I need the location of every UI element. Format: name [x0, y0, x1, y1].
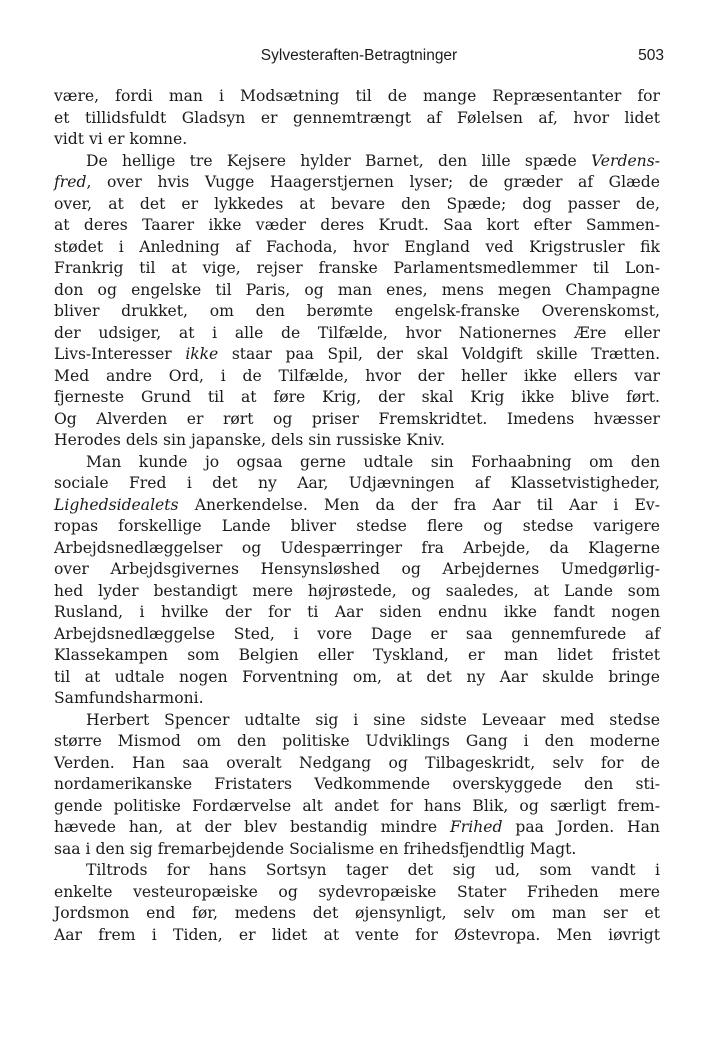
text-line [54, 409, 660, 431]
text-line [54, 323, 660, 345]
text-line [54, 774, 660, 796]
text-segment: Frankrig til at vige, rejser franske Parlamentsmedlemmer til Lon- [54, 259, 660, 277]
page-number: 503 [638, 47, 664, 64]
running-header [54, 47, 664, 73]
text-line [54, 473, 660, 495]
text-line [54, 624, 660, 646]
text-segment: større Mismod om den politiske Udviklings Gang i den moderne [54, 732, 660, 750]
text-line [54, 430, 660, 452]
running-title: Sylvesteraften-Betragtninger [260, 47, 458, 64]
text-segment: Samfundsharmoni. [54, 689, 204, 707]
text-segment: hævede han, at der blev bestandig mindre [54, 818, 450, 836]
text-line [54, 602, 660, 624]
text-line [54, 280, 660, 302]
text-line [54, 108, 660, 130]
text-segment: et tillidsfuldt Gladsyn er gennemtrængt af Følelsen af, hvor lidet [54, 108, 660, 127]
text-line [54, 581, 660, 603]
text-line [54, 903, 660, 925]
text-segment: Livs-Interesser [54, 345, 186, 363]
text-segment: at deres Taarer ikke væder deres Krudt. Saa kort efter Sammen- [54, 216, 660, 234]
text-segment: Med andre Ord, i de Tilfælde, hvor der heller ikke ellers var [54, 366, 660, 385]
text-segment: Aar frem i Tiden, er lidet at vente for Østevropa. Men iøvrigt [54, 925, 660, 944]
text-segment: De hellige tre Kejsere hylder Barnet, den lille spæde [86, 151, 591, 170]
text-line [54, 925, 660, 947]
text-segment: paa Jorden. Han [502, 818, 660, 836]
text-segment: vidt vi er komne. [54, 130, 188, 148]
text-segment: enkelte vesteuropæiske og sydevropæiske Stater Friheden mere [54, 882, 660, 901]
text-line [54, 645, 660, 667]
body-text [54, 86, 660, 946]
text-segment: hed lyder bestandigt mere højrøstede, og saaledes, at Lande som [54, 581, 660, 600]
text-line [54, 151, 660, 173]
text-segment: Klassekampen som Belgien eller Tyskland, er man lidet fristet [54, 646, 660, 664]
text-segment: stødet i Anledning af Fachoda, hvor England ved Krigstrusler fik [54, 237, 660, 256]
text-segment: , over hvis Vugge Haagerstjernen lyser; de græder af Glæde [86, 173, 660, 191]
text-line [54, 796, 660, 818]
emphasized-text: fred [54, 173, 87, 191]
text-line [54, 860, 660, 882]
text-line [54, 172, 660, 194]
text-segment: over, at det er lykkedes at bevare den Spæde; dog passer de, [54, 194, 660, 213]
text-segment: saa i den sig fremarbejdende Socialisme en frihedsfjendtlig Magt. [54, 839, 577, 858]
emphasized-text: Verdens- [590, 151, 660, 170]
text-segment: være, fordi man i Modsætning til de mange Repræsentanter for [54, 87, 660, 105]
text-line [54, 538, 660, 560]
text-line [54, 366, 660, 388]
text-line [54, 731, 660, 753]
text-line [54, 688, 660, 710]
text-segment: Arbejdsnedlæggelse Sted, i vore Dage er saa gennemfurede af [54, 624, 660, 643]
text-line [54, 559, 660, 581]
text-segment: fjerneste Grund til at føre Krig, der skal Krig ikke blive ført. [54, 388, 660, 406]
text-segment: Tiltrods for hans Sortsyn tager det sig ud, som vandt i [86, 861, 660, 879]
text-line [54, 237, 660, 259]
text-line [54, 86, 660, 108]
text-segment: don og engelske til Paris, og man enes, mens megen Champagne [54, 280, 660, 299]
text-line [54, 301, 660, 323]
text-line [54, 215, 660, 237]
text-segment: bliver drukket, om den berømte engelsk-franske Overenskomst, [54, 302, 660, 320]
text-line [54, 667, 660, 689]
text-line [54, 258, 660, 280]
text-segment: Arbejdsnedlæggelser og Udespærringer fra Arbejde, da Klagerne [54, 538, 660, 557]
text-segment: staar paa Spil, der skal Voldgift skille Trætten. [218, 345, 660, 363]
text-segment: gende politiske Fordærvelse alt andet for hans Blik, og særligt frem- [54, 796, 660, 815]
text-line [54, 516, 660, 538]
text-segment: der udsiger, at i alle de Tilfælde, hvor Nationernes Ære eller [54, 323, 660, 342]
text-line [54, 817, 660, 839]
text-line [54, 839, 660, 861]
emphasized-text: Lighedsidealets [54, 495, 179, 514]
text-line [54, 753, 660, 775]
text-segment: Man kunde jo ogsaa gerne udtale sin Forhaabning om den [86, 452, 660, 471]
text-segment: nordamerikanske Fristaters Vedkommende overskyggede den sti- [54, 775, 660, 793]
text-line [54, 710, 660, 732]
emphasized-text: ikke [185, 345, 219, 363]
text-segment: sociale Fred i det ny Aar, Udjævningen af Klassetvistigheder, [54, 474, 660, 492]
text-segment: Herbert Spencer udtalte sig i sine sidste Leveaar med stedse [86, 710, 660, 729]
text-line [54, 387, 660, 409]
text-segment: Rusland, i hvilke der for ti Aar siden endnu ikke fandt nogen [54, 603, 660, 621]
text-segment: Jordsmon end før, medens det øjensynligt, selv om man ser et [54, 904, 660, 922]
text-segment: Og Alverden er rørt og priser Fremskridtet. Imedens hvæsser [54, 409, 660, 428]
text-line [54, 452, 660, 474]
text-segment: over Arbejdsgivernes Hensynsløshed og Arbejdernes Umedgørlig- [54, 560, 660, 578]
emphasized-text: Frihed [449, 818, 503, 836]
text-line [54, 882, 660, 904]
text-segment: Herodes dels sin japanske, dels sin russiske Kniv. [54, 431, 445, 449]
text-segment: Verden. Han saa overalt Nedgang og Tilbageskridt, selv for de [54, 753, 660, 772]
text-line [54, 495, 660, 517]
text-segment: Anerkendelse. Men da der fra Aar til Aar i Ev- [178, 495, 660, 514]
text-segment: ropas forskellige Lande bliver stedse flere og stedse varigere [54, 517, 660, 535]
text-line [54, 344, 660, 366]
text-line [54, 194, 660, 216]
text-segment: til at udtale nogen Forventning om, at det ny Aar skulde bringe [54, 667, 660, 686]
text-line [54, 129, 660, 151]
